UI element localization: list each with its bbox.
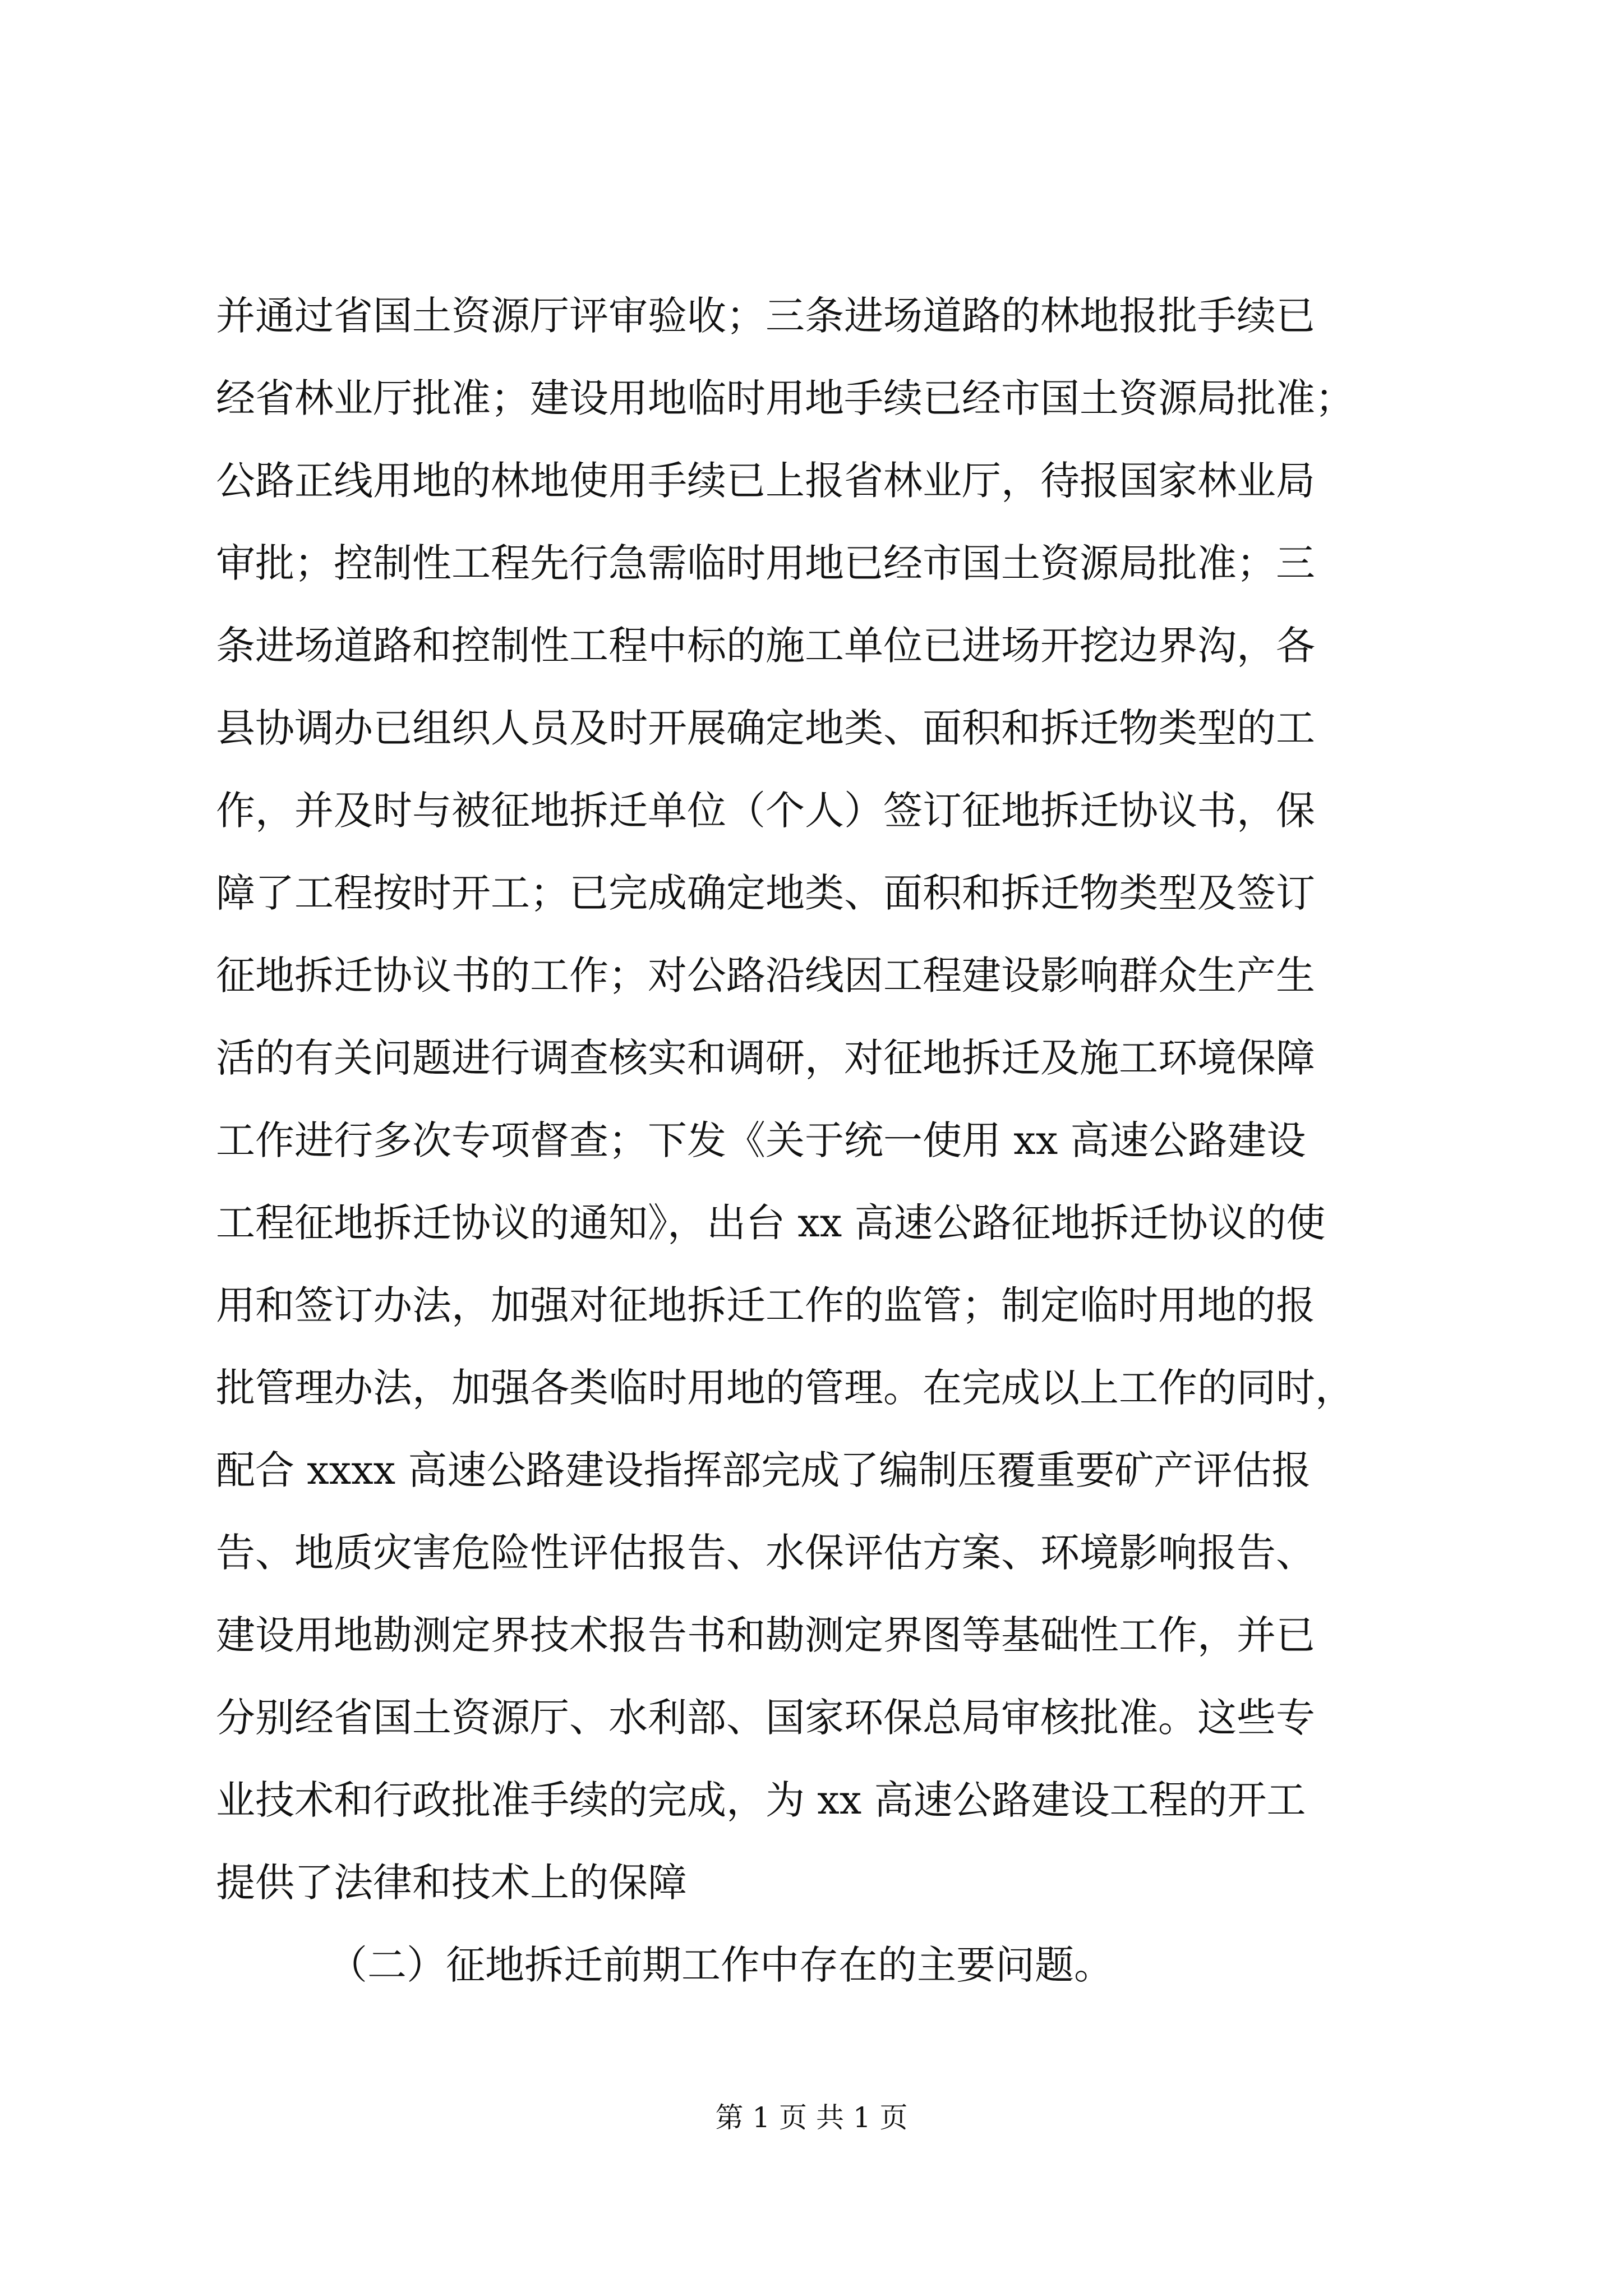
text-line: 建设用地勘测定界技术报告书和勘测定界图等基础性工作，并已 <box>216 1612 1315 1658</box>
text-line: 工作进行多次专项督查；下发《关于统一使用 xx 高速公路建设 <box>216 1117 1306 1163</box>
text-line: 条进场道路和控制性工程中标的施工单位已进场开挖边界沟，各 <box>216 623 1315 669</box>
text-line: 告、地质灾害危险性评估报告、水保评估方案、环境影响报告、 <box>216 1530 1315 1576</box>
text-line: 批管理办法，加强各类临时用地的管理。在完成以上工作的同时， <box>216 1365 1354 1411</box>
text-line: 审批；控制性工程先行急需临时用地已经市国土资源局批准；三 <box>216 540 1315 586</box>
body-text <box>216 275 1481 2007</box>
text-line: 配合 xxxx 高速公路建设指挥部完成了编制压覆重要矿产评估报 <box>216 1447 1311 1493</box>
text-line: 并通过省国土资源厅评审验收；三条进场道路的林地报批手续已 <box>216 293 1315 339</box>
text-line: 作，并及时与被征地拆迁单位（个人）签订征地拆迁协议书，保 <box>216 788 1315 834</box>
text-line: 提供了法律和技术上的保障 <box>216 1860 687 1906</box>
text-line: 征地拆迁协议书的工作；对公路沿线因工程建设影响群众生产生 <box>216 953 1315 999</box>
text-line: 用和签订办法，加强对征地拆迁工作的监管；制定临时用地的报 <box>216 1282 1315 1328</box>
text-line: 工程征地拆迁协议的通知》，出台 xx 高速公路征地拆迁协议的使 <box>216 1200 1326 1246</box>
text-line: 业技术和行政批准手续的完成，为 xx 高速公路建设工程的开工 <box>216 1777 1306 1823</box>
text-line: 障了工程按时开工；已完成确定地类、面积和拆迁物类型及签订 <box>216 870 1315 916</box>
text-line: 经省林业厅批准；建设用地临时用地手续已经市国土资源局批准； <box>216 375 1354 421</box>
text-line: 活的有关问题进行调查核实和调研，对征地拆迁及施工环境保障 <box>216 1035 1315 1081</box>
text-line: 公路正线用地的林地使用手续已上报省林业厅，待报国家林业局 <box>216 458 1315 504</box>
page-footer: 第 1 页 共 1 页 <box>715 2101 908 2134</box>
text-line: 分别经省国土资源厅、水利部、国家环保总局审核批准。这些专 <box>216 1695 1315 1741</box>
section-heading: （二）征地拆迁前期工作中存在的主要问题。 <box>328 1942 1113 1988</box>
text-line: 县协调办已组织人员及时开展确定地类、面积和拆迁物类型的工 <box>216 705 1315 751</box>
